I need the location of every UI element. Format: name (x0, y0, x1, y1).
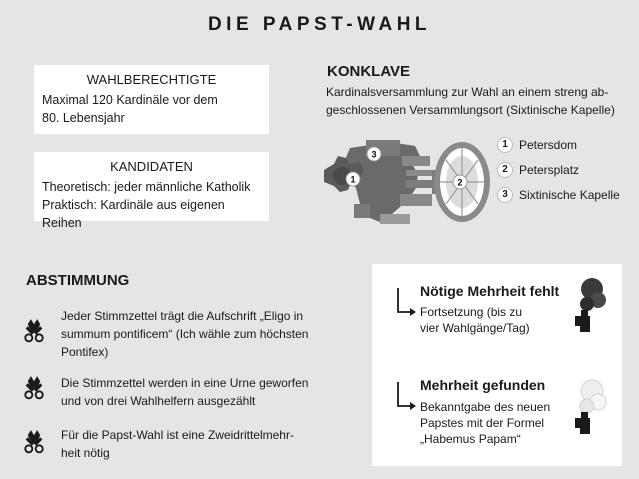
konklave-line: Kardinalsversammlung zur Wahl an einem streng ab- (326, 85, 609, 99)
abstimmung-line: Jeder Stimmzettel trägt die Aufschrift „Eligo in (61, 309, 304, 323)
mehrheit-gefunden-line: Papstes mit der Formel (420, 416, 545, 430)
abstimmung-text (61, 426, 351, 462)
svg-text:1: 1 (350, 174, 356, 185)
papal-keys-icon (22, 374, 46, 400)
map-marker-2 (453, 175, 467, 189)
konklave-heading: KONKLAVE (327, 63, 411, 80)
map-marker-1 (346, 172, 360, 186)
vatican-map (320, 134, 495, 230)
kandidaten-heading: KANDIDATEN (110, 159, 193, 174)
legend-number: 2 (497, 162, 513, 178)
legend-item-petersplatz (497, 161, 620, 178)
black-smoke-chimney-icon (566, 276, 610, 334)
legend-item-sixtinische-kapelle (497, 186, 620, 203)
abstimmung-text (61, 374, 351, 410)
legend-number: 1 (497, 137, 513, 153)
kandidaten-box (34, 152, 269, 230)
mehrheit-fehlt-text (420, 304, 560, 336)
abstimmung-line: heit nötig (61, 446, 110, 460)
abstimmung-heading: ABSTIMMUNG (26, 272, 130, 289)
mehrheit-fehlt-line: vier Wahlgänge/Tag) (420, 321, 530, 335)
kandidaten-line: Praktisch: Kardinäle aus eigenen Reihen (42, 198, 225, 230)
legend-label: Petersplatz (519, 162, 580, 177)
mehrheit-gefunden-heading: Mehrheit gefunden (420, 377, 546, 393)
abstimmung-item (22, 428, 46, 459)
papal-keys-icon (22, 317, 46, 343)
abstimmung-line: Die Stimmzettel werden in eine Urne geworfen (61, 376, 309, 390)
kandidaten-line: Theoretisch: jeder männliche Katholik (42, 180, 251, 194)
abstimmung-item (22, 374, 46, 405)
abstimmung-text (61, 307, 351, 361)
legend-label: Petersdom (519, 137, 578, 152)
arrow-right-icon (396, 380, 418, 418)
svg-text:3: 3 (371, 149, 377, 160)
map-legend (497, 136, 620, 203)
abstimmung-item (22, 317, 46, 348)
abstimmung-line: Für die Papst-Wahl ist eine Zweidrittelmehr- (61, 428, 294, 442)
legend-item-petersdom (497, 136, 620, 153)
legend-label: Sixtinische Kapelle (519, 187, 620, 202)
wahlberechtigte-heading: WAHLBERECHTIGTE (86, 72, 217, 87)
abstimmung-line: und von drei Wahlhelfern ausgezählt (61, 394, 256, 408)
legend-number: 3 (497, 187, 513, 203)
papal-keys-icon (22, 428, 46, 454)
mehrheit-gefunden-line: „Habemus Papam“ (420, 432, 521, 446)
wahlberechtigte-line: Maximal 120 Kardinäle vor dem (42, 93, 218, 107)
mehrheit-gefunden-line: Bekanntgabe des neuen (420, 400, 551, 414)
wahlberechtigte-box (34, 65, 269, 134)
svg-text:2: 2 (457, 177, 463, 188)
mehrheit-fehlt-heading: Nötige Mehrheit fehlt (420, 283, 560, 299)
white-smoke-chimney-icon (566, 378, 610, 436)
arrow-right-icon (396, 286, 418, 324)
page-title: DIE PAPST-WAHL (207, 14, 432, 35)
abstimmung-line: summum pontificem“ (Ich wähle zum höchsten (61, 327, 309, 341)
wahlberechtigte-line: 80. Lebensjahr (42, 111, 125, 125)
map-marker-3 (367, 147, 381, 161)
konklave-description (326, 83, 626, 119)
konklave-line: geschlossenen Versammlungsort (Sixtinische Kapelle) (326, 103, 615, 117)
abstimmung-line: Pontifex) (61, 345, 109, 359)
mehrheit-fehlt-line: Fortsetzung (bis zu (420, 305, 523, 319)
mehrheit-gefunden-text (420, 399, 570, 447)
